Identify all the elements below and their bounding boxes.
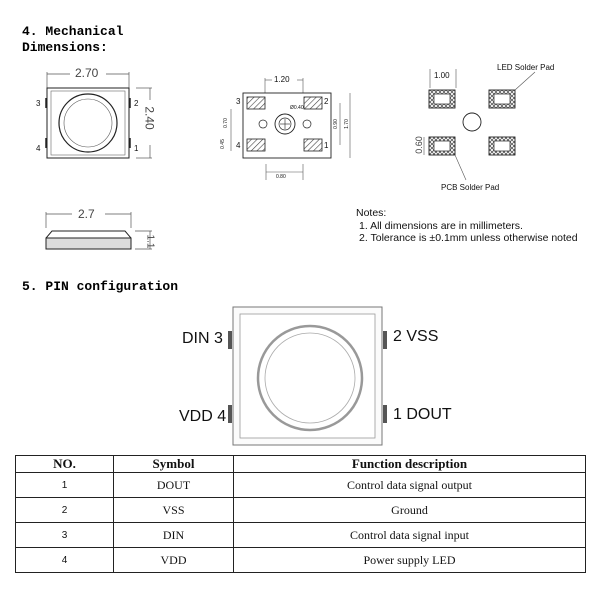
led-center-label: Ø0.40	[290, 105, 304, 111]
pcb-pad-label: 0.60	[413, 136, 424, 154]
row-symbol: VDD	[114, 548, 234, 573]
note-item-2: 2. Tolerance is ±0.1mm unless otherwise noted	[359, 232, 578, 244]
row-no: 2	[16, 498, 114, 523]
pin-table	[15, 455, 586, 573]
table-row	[16, 523, 586, 548]
led-pin-2: 2	[324, 97, 329, 106]
row-no: 1	[16, 473, 114, 498]
front-pin-2: 2	[134, 99, 139, 108]
led-solder-pad-note: LED Solder Pad	[497, 63, 555, 72]
front-width-label: 2.70	[75, 66, 99, 80]
pin-label-dout: 1 DOUT	[393, 406, 452, 423]
led-left-small2-label: 0.45	[219, 139, 226, 149]
section-4-title-line2: Dimensions:	[22, 40, 108, 55]
side-width-label: 2.7	[78, 207, 95, 221]
table-row	[16, 473, 586, 498]
header-function: Function description	[234, 456, 586, 473]
table-header-row	[16, 456, 586, 473]
header-symbol: Symbol	[114, 456, 234, 473]
section-5-heading: 5. PIN configuration	[22, 279, 179, 294]
row-function: Power supply LED	[234, 548, 586, 573]
pin-label-vss: 2 VSS	[393, 328, 439, 345]
table-row	[16, 498, 586, 523]
pin-config-diagram	[228, 307, 387, 445]
pcb-pitch-label: 1.00	[434, 71, 450, 80]
table-row	[16, 548, 586, 573]
header-no: NO.	[16, 456, 114, 473]
led-left-small-label: 0.70	[222, 118, 229, 128]
pin-label-vdd: VDD 4	[179, 408, 227, 425]
front-pin-1: 1	[134, 144, 139, 153]
side-height-label: 1.1	[144, 234, 156, 249]
front-pin-3: 3	[36, 99, 41, 108]
row-function: Control data signal output	[234, 473, 586, 498]
led-pin-3: 3	[236, 97, 241, 106]
led-bottom-label: 0.80	[276, 174, 286, 180]
notes-title: Notes:	[356, 207, 387, 219]
led-pin-4: 4	[236, 141, 241, 150]
row-symbol: DOUT	[114, 473, 234, 498]
led-right-small2-label: 1.70	[343, 119, 350, 129]
notes-block	[356, 207, 578, 245]
pcb-solder-pad-note: PCB Solder Pad	[441, 183, 500, 192]
side-view-drawing	[46, 212, 152, 249]
led-pad-view-drawing	[231, 78, 350, 180]
row-symbol: DIN	[114, 523, 234, 548]
pcb-pad-view-drawing	[424, 69, 535, 180]
front-height-label: 2.40	[142, 106, 157, 130]
row-function: Ground	[234, 498, 586, 523]
led-pitch-label: 1.20	[274, 75, 290, 84]
row-no: 4	[16, 548, 114, 573]
row-symbol: VSS	[114, 498, 234, 523]
row-no: 3	[16, 523, 114, 548]
section-4-title-line1: 4. Mechanical	[22, 24, 124, 39]
led-right-small-label: 0.90	[332, 119, 339, 129]
front-pin-4: 4	[36, 144, 41, 153]
row-function: Control data signal input	[234, 523, 586, 548]
led-pin-1: 1	[324, 141, 329, 150]
note-item-1: 1. All dimensions are in millimeters.	[359, 219, 523, 232]
pin-label-din: DIN 3	[182, 330, 223, 347]
